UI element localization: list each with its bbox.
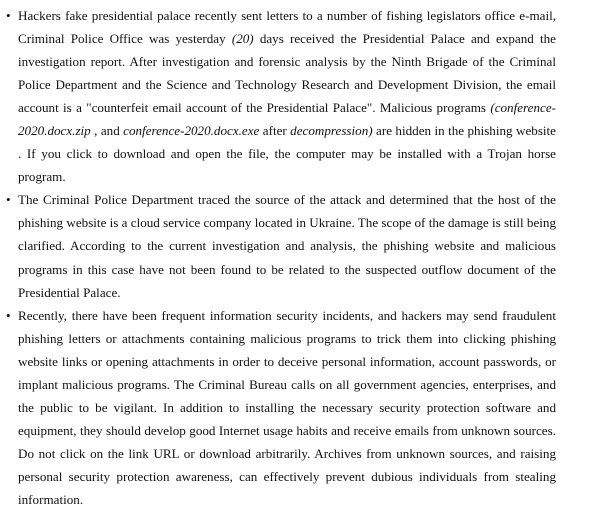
text-run: are hidden in the phishing website . If you click to download and open the file, the computer may be installed with a Trojan horse program. <box>18 123 556 185</box>
bullet-item-security-advice <box>6 304 556 511</box>
italic-run: decompression) <box>290 123 373 139</box>
bullet-item-hackers-fake-palace <box>6 4 556 188</box>
bullet-item-attack-source <box>6 188 556 303</box>
paragraph-text <box>18 4 556 188</box>
paragraph-text: The Criminal Police Department traced the source of the attack and determined that the host of the phishing website is a cloud service company located in Ukraine. The scope of the damage is still being clarified. According to the current investigation and analysis, the phishing website and malicious programs in this case have not been found to be related to the suspected outflow document of the Presidential Palace. <box>18 192 556 300</box>
bullet-icon: • <box>6 8 11 23</box>
bullet-icon: • <box>6 307 11 323</box>
italic-run: (20) <box>231 31 254 47</box>
text-run: Hackers fake presidential palace recently sent letters to a number of fishing legislators office e-mail, Criminal Police Office was yesterday <box>18 8 556 47</box>
paragraph-text: Recently, there have been frequent information security incidents, and hackers may send fraudulent phishing letters or attachments containing malicious programs to trick them into clicking phishing website links or opening attachments in order to deceive personal information, account passwords, or implant malicious programs. The Criminal Bureau calls on all government agencies, enterprises, and the public to be vigilant. In addition to installing the necessary security protection software and equipment, they should develop good Internet usage habits and receive emails from unknown sources. Do not click on the link URL or download arbitrarily. Archives from unknown sources, and raising personal security protection awareness, can effectively prevent dubious individuals from stealing information. <box>18 307 556 507</box>
text-run: days received the Presidential Palace and expand the investigation report. After investigation and forensic analysis by the Ninth Brigade of the Criminal Police Department and the Science and Technology Research and Development Division, the email account is a "counterfeit email account of the Presidential Palace". Malicious programs <box>18 31 556 116</box>
document-body <box>6 4 556 511</box>
text-run: , and <box>90 123 124 139</box>
text-run: after <box>259 123 291 139</box>
bullet-icon: • <box>6 192 11 208</box>
italic-run: (conference-2020.docx.zip <box>18 100 556 139</box>
italic-run: conference-2020.docx.exe <box>123 123 260 139</box>
